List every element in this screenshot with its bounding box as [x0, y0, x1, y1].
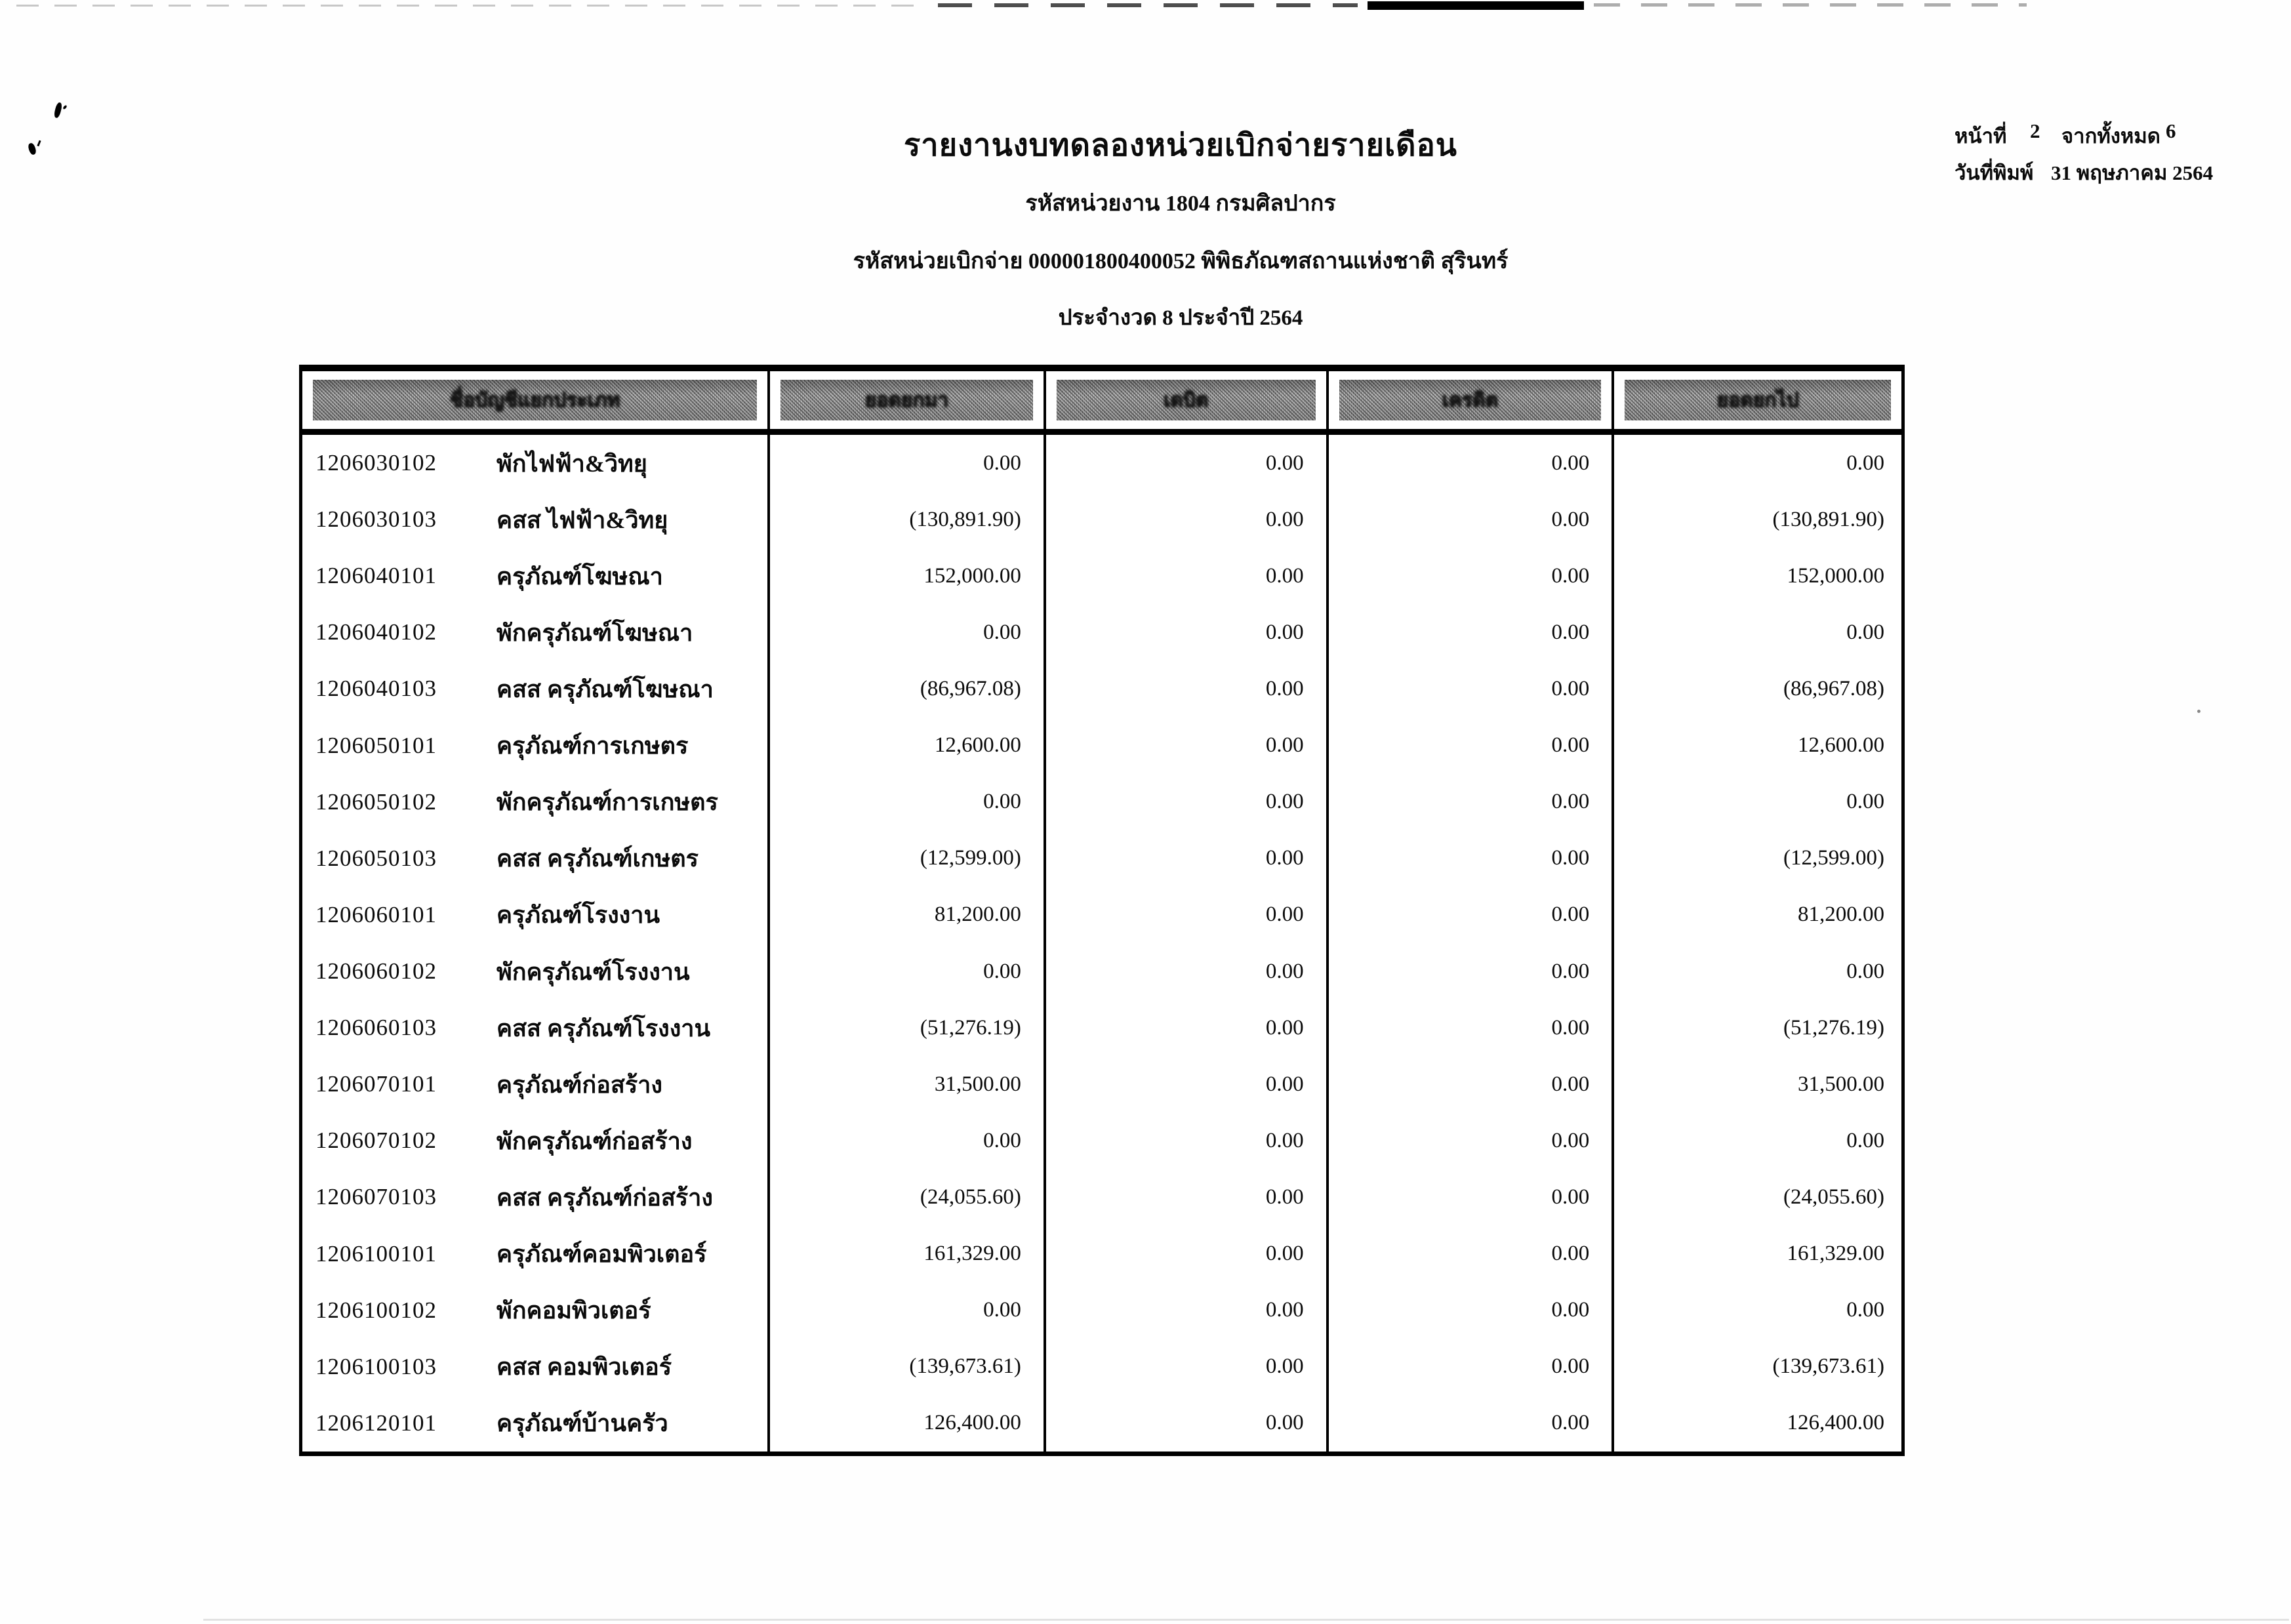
carried-forward-cell [1614, 887, 1901, 943]
total-pages-value: 6 [2166, 119, 2176, 142]
credit-cell [1329, 774, 1615, 830]
table-row [302, 943, 1901, 1000]
table-row [302, 830, 1901, 887]
credit-amount: 0.00 [1551, 790, 1590, 814]
table-row [302, 1226, 1901, 1282]
brought-forward-amount: 0.00 [983, 620, 1021, 644]
credit-amount: 0.00 [1551, 1128, 1590, 1152]
debit-amount: 0.00 [1265, 903, 1304, 927]
carried-forward-amount: 12,600.00 [1798, 733, 1884, 758]
scan-artifact-top-line-3 [1368, 1, 1584, 10]
debit-amount: 0.00 [1265, 1298, 1304, 1322]
page-number-row [1955, 119, 2282, 156]
credit-cell [1329, 548, 1615, 604]
brought-forward-cell [770, 1056, 1046, 1112]
credit-cell [1329, 1169, 1615, 1225]
brought-forward-cell [770, 943, 1046, 1000]
table-row [302, 718, 1901, 774]
account-cell [302, 604, 770, 660]
carried-forward-amount: (24,055.60) [1783, 1185, 1884, 1209]
brought-forward-cell [770, 1000, 1046, 1056]
debit-amount: 0.00 [1265, 1015, 1304, 1040]
debit-cell [1046, 1169, 1329, 1225]
debit-amount: 0.00 [1265, 1411, 1304, 1435]
header-cell-carried-forward [1614, 371, 1901, 429]
account-name: พักครุภัณฑ์โรงงาน [497, 958, 690, 985]
debit-cell [1046, 435, 1329, 491]
credit-amount: 0.00 [1551, 451, 1590, 475]
table-row [302, 887, 1901, 943]
scan-artifact-top-line-1 [16, 5, 928, 7]
brought-forward-amount: (86,967.08) [920, 676, 1021, 700]
header-shading [1339, 380, 1602, 420]
brought-forward-amount: 81,200.00 [934, 903, 1021, 927]
scan-artifact-top-line-4 [1594, 3, 2027, 7]
debit-amount: 0.00 [1265, 790, 1304, 814]
account-name: คสส คอมพิวเตอร์ [497, 1354, 672, 1381]
header-shading [781, 380, 1033, 420]
carried-forward-amount: (86,967.08) [1783, 676, 1884, 700]
account-cell [302, 1282, 770, 1339]
account-name: ครุภัณฑ์บ้านครัว [497, 1410, 668, 1437]
report-heading [525, 129, 1836, 335]
credit-cell [1329, 1395, 1615, 1451]
credit-amount: 0.00 [1551, 507, 1590, 531]
carried-forward-cell [1614, 1339, 1901, 1395]
table-row [302, 1056, 1901, 1112]
debit-amount: 0.00 [1265, 1128, 1304, 1152]
carried-forward-amount: 0.00 [1846, 959, 1884, 983]
brought-forward-amount: (130,891.90) [909, 507, 1021, 531]
brought-forward-cell [770, 548, 1046, 604]
brought-forward-cell [770, 1282, 1046, 1339]
carried-forward-amount: 0.00 [1846, 451, 1884, 475]
carried-forward-cell [1614, 1000, 1901, 1056]
disbursement-unit-subtitle: รหัสหน่วยเบิกจ่าย 000001800400052 พิพิธภัณฑสถานแห่งชาติ สุรินทร์ [853, 249, 1509, 274]
debit-cell [1046, 718, 1329, 774]
account-name: คสส ครุภัณฑ์โรงงาน [497, 1015, 711, 1042]
print-date-label: วันที่พิมพ์ [1955, 161, 2034, 184]
credit-cell [1329, 1056, 1615, 1112]
brought-forward-amount: (51,276.19) [920, 1015, 1021, 1040]
brought-forward-cell [770, 660, 1046, 717]
credit-cell [1329, 718, 1615, 774]
brought-forward-cell [770, 1339, 1046, 1395]
account-code: 1206120101 [315, 1410, 437, 1436]
brought-forward-amount: 161,329.00 [923, 1242, 1021, 1266]
brought-forward-cell [770, 1112, 1046, 1169]
credit-amount: 0.00 [1551, 1298, 1590, 1322]
carried-forward-cell [1614, 1112, 1901, 1169]
brought-forward-cell [770, 1395, 1046, 1451]
debit-amount: 0.00 [1265, 676, 1304, 700]
account-code: 1206030102 [315, 450, 437, 476]
header-label-carried-forward: ยอดยกไป [1716, 389, 1799, 411]
carried-forward-amount: 0.00 [1846, 1128, 1884, 1152]
carried-forward-cell [1614, 718, 1901, 774]
credit-cell [1329, 604, 1615, 660]
credit-amount: 0.00 [1551, 903, 1590, 927]
header-shading [1625, 380, 1891, 420]
credit-amount: 0.00 [1551, 1411, 1590, 1435]
brought-forward-amount: (12,599.00) [920, 846, 1021, 870]
credit-cell [1329, 887, 1615, 943]
account-name: คสส ไฟฟ้า&วิทยุ [497, 506, 668, 533]
account-cell [302, 548, 770, 604]
account-cell [302, 1226, 770, 1282]
carried-forward-amount: 161,329.00 [1787, 1242, 1884, 1266]
credit-cell [1329, 1000, 1615, 1056]
table-row [302, 1395, 1901, 1451]
table-body [302, 435, 1901, 1451]
account-code: 1206060103 [315, 1015, 437, 1041]
carried-forward-cell [1614, 830, 1901, 887]
account-name: พักครุภัณฑ์ก่อสร้าง [497, 1127, 693, 1154]
debit-amount: 0.00 [1265, 620, 1304, 644]
carried-forward-cell [1614, 1395, 1901, 1451]
agency-subtitle: รหัสหน่วยงาน 1804 กรมศิลปากร [1025, 192, 1336, 216]
carried-forward-cell [1614, 604, 1901, 660]
header-shading [313, 380, 757, 420]
carried-forward-cell [1614, 660, 1901, 717]
account-name: พักไฟฟ้า&วิทยุ [497, 450, 647, 477]
table-row [302, 774, 1901, 830]
brought-forward-amount: 0.00 [983, 959, 1021, 983]
page-number: 2 [2030, 119, 2040, 142]
credit-cell [1329, 830, 1615, 887]
credit-amount: 0.00 [1551, 959, 1590, 983]
debit-amount: 0.00 [1265, 846, 1304, 870]
carried-forward-amount: 0.00 [1846, 620, 1884, 644]
table-row [302, 1169, 1901, 1225]
account-cell [302, 1056, 770, 1112]
account-code: 1206050102 [315, 788, 437, 815]
account-cell [302, 718, 770, 774]
header-cell-brought-forward [770, 371, 1046, 429]
scan-artifact-bottom-shadow [203, 1619, 2289, 1621]
debit-cell [1046, 774, 1329, 830]
header-shading [1057, 380, 1316, 420]
debit-cell [1046, 548, 1329, 604]
carried-forward-cell [1614, 548, 1901, 604]
debit-amount: 0.00 [1265, 563, 1304, 588]
carried-forward-amount: 31,500.00 [1798, 1072, 1884, 1096]
credit-cell [1329, 435, 1615, 491]
account-code: 1206100102 [315, 1297, 437, 1323]
debit-cell [1046, 1395, 1329, 1451]
credit-cell [1329, 1226, 1615, 1282]
brought-forward-amount: 0.00 [983, 790, 1021, 814]
scan-artifact-mark-2b [37, 140, 41, 146]
account-cell [302, 774, 770, 830]
trial-balance-table [299, 365, 1905, 1456]
table-row [302, 548, 1901, 604]
debit-cell [1046, 660, 1329, 717]
credit-amount: 0.00 [1551, 620, 1590, 644]
carried-forward-amount: (12,599.00) [1783, 846, 1884, 870]
credit-cell [1329, 491, 1615, 548]
carried-forward-amount: (51,276.19) [1783, 1015, 1884, 1040]
print-date-row [1955, 156, 2282, 193]
table-row [302, 1112, 1901, 1169]
header-label-brought-forward: ยอดยกมา [864, 389, 949, 411]
account-name: ครุภัณฑ์โฆษณา [497, 563, 663, 590]
debit-cell [1046, 830, 1329, 887]
header-label-credit: เครดิต [1442, 389, 1499, 411]
brought-forward-amount: (139,673.61) [909, 1354, 1021, 1379]
account-code: 1206030103 [315, 506, 437, 533]
credit-cell [1329, 1282, 1615, 1339]
header-cell-account-name [302, 371, 770, 429]
account-code: 1206070101 [315, 1071, 437, 1097]
brought-forward-amount: 0.00 [983, 1128, 1021, 1152]
debit-cell [1046, 1339, 1329, 1395]
account-code: 1206040103 [315, 676, 437, 702]
account-code: 1206050103 [315, 845, 437, 871]
account-name: คสส ครุภัณฑ์โฆษณา [497, 676, 714, 702]
debit-amount: 0.00 [1265, 1072, 1304, 1096]
debit-cell [1046, 1282, 1329, 1339]
credit-cell [1329, 943, 1615, 1000]
brought-forward-cell [770, 1226, 1046, 1282]
credit-cell [1329, 1339, 1615, 1395]
account-code: 1206060102 [315, 958, 437, 985]
table-header-row [302, 371, 1901, 435]
brought-forward-cell [770, 491, 1046, 548]
period-subtitle: ประจำงวด 8 ประจำปี 2564 [1058, 306, 1303, 330]
print-date-value: 31 พฤษภาคม 2564 [2051, 161, 2214, 184]
debit-cell [1046, 887, 1329, 943]
credit-cell [1329, 660, 1615, 717]
carried-forward-amount: 0.00 [1846, 1298, 1884, 1322]
table-row [302, 1282, 1901, 1339]
debit-cell [1046, 1112, 1329, 1169]
header-label-account-name: ชื่อบัญชีแยกประเภท [449, 389, 620, 411]
account-cell [302, 435, 770, 491]
account-name: คสส ครุภัณฑ์ก่อสร้าง [497, 1184, 713, 1211]
brought-forward-cell [770, 435, 1046, 491]
debit-amount: 0.00 [1265, 451, 1304, 475]
header-cell-debit [1046, 371, 1329, 429]
brought-forward-cell [770, 887, 1046, 943]
account-name: ครุภัณฑ์โรงงาน [497, 902, 660, 929]
brought-forward-amount: 152,000.00 [923, 563, 1021, 588]
carried-forward-cell [1614, 1169, 1901, 1225]
debit-cell [1046, 604, 1329, 660]
account-name: ครุภัณฑ์ก่อสร้าง [497, 1071, 662, 1098]
credit-amount: 0.00 [1551, 563, 1590, 588]
account-cell [302, 1169, 770, 1225]
brought-forward-cell [770, 718, 1046, 774]
carried-forward-cell [1614, 943, 1901, 1000]
credit-amount: 0.00 [1551, 676, 1590, 700]
account-name: พักครุภัณฑ์โฆษณา [497, 619, 693, 646]
account-name: ครุภัณฑ์คอมพิวเตอร์ [497, 1241, 707, 1268]
account-code: 1206070102 [315, 1127, 437, 1154]
scan-artifact-top-line-2 [938, 3, 1358, 7]
brought-forward-cell [770, 830, 1046, 887]
scan-artifact-mark-1b [62, 105, 68, 110]
carried-forward-cell [1614, 435, 1901, 491]
account-cell [302, 660, 770, 717]
credit-amount: 0.00 [1551, 846, 1590, 870]
credit-amount: 0.00 [1551, 1072, 1590, 1096]
account-cell [302, 1000, 770, 1056]
page-info [1955, 119, 2282, 193]
page-label: หน้าที่ [1955, 125, 2007, 148]
carried-forward-cell [1614, 1282, 1901, 1339]
scan-artifact-dot [2197, 710, 2200, 713]
table-row [302, 1000, 1901, 1056]
carried-forward-amount: 0.00 [1846, 790, 1884, 814]
report-title: รายงานงบทดลองหน่วยเบิกจ่ายรายเดือน [904, 129, 1457, 163]
debit-cell [1046, 1000, 1329, 1056]
scan-artifact-mark-1 [53, 102, 63, 118]
debit-amount: 0.00 [1265, 1242, 1304, 1266]
account-name: พักครุภัณฑ์การเกษตร [497, 789, 718, 816]
carried-forward-cell [1614, 491, 1901, 548]
brought-forward-amount: 0.00 [983, 1298, 1021, 1322]
account-code: 1206100101 [315, 1240, 437, 1267]
credit-amount: 0.00 [1551, 1015, 1590, 1040]
brought-forward-cell [770, 1169, 1046, 1225]
table-row [302, 491, 1901, 548]
total-pages-label: จากทั้งหมด [2061, 125, 2160, 148]
carried-forward-amount: 126,400.00 [1787, 1411, 1884, 1435]
table-row [302, 435, 1901, 491]
credit-amount: 0.00 [1551, 1242, 1590, 1266]
table-row [302, 660, 1901, 717]
credit-amount: 0.00 [1551, 733, 1590, 758]
account-cell [302, 830, 770, 887]
brought-forward-amount: 12,600.00 [934, 733, 1021, 758]
brought-forward-amount: 31,500.00 [934, 1072, 1021, 1096]
debit-cell [1046, 1226, 1329, 1282]
brought-forward-amount: 126,400.00 [923, 1411, 1021, 1435]
account-code: 1206040102 [315, 619, 437, 645]
header-cell-credit [1329, 371, 1615, 429]
debit-cell [1046, 943, 1329, 1000]
debit-cell [1046, 491, 1329, 548]
credit-cell [1329, 1112, 1615, 1169]
brought-forward-amount: (24,055.60) [920, 1185, 1021, 1209]
carried-forward-cell [1614, 1226, 1901, 1282]
debit-amount: 0.00 [1265, 1354, 1304, 1379]
account-cell [302, 491, 770, 548]
debit-amount: 0.00 [1265, 1185, 1304, 1209]
account-code: 1206100103 [315, 1353, 437, 1379]
carried-forward-cell [1614, 1056, 1901, 1112]
account-name: ครุภัณฑ์การเกษตร [497, 733, 689, 760]
account-cell [302, 1395, 770, 1451]
table-row [302, 1339, 1901, 1395]
brought-forward-cell [770, 774, 1046, 830]
carried-forward-cell [1614, 774, 1901, 830]
account-code: 1206040101 [315, 563, 437, 589]
debit-amount: 0.00 [1265, 733, 1304, 758]
credit-amount: 0.00 [1551, 1354, 1590, 1379]
table-row [302, 604, 1901, 660]
account-cell [302, 1112, 770, 1169]
carried-forward-amount: (139,673.61) [1772, 1354, 1884, 1379]
header-label-debit: เดบิต [1164, 389, 1209, 411]
brought-forward-cell [770, 604, 1046, 660]
debit-cell [1046, 1056, 1329, 1112]
account-code: 1206050101 [315, 732, 437, 758]
carried-forward-amount: 81,200.00 [1798, 903, 1884, 927]
carried-forward-amount: (130,891.90) [1772, 507, 1884, 531]
account-cell [302, 943, 770, 1000]
account-code: 1206060101 [315, 901, 437, 927]
credit-amount: 0.00 [1551, 1185, 1590, 1209]
brought-forward-amount: 0.00 [983, 451, 1021, 475]
account-name: คสส ครุภัณฑ์เกษตร [497, 845, 699, 872]
account-cell [302, 887, 770, 943]
scan-artifact-mark-2 [27, 142, 37, 155]
account-name: พักคอมพิวเตอร์ [497, 1297, 651, 1324]
debit-amount: 0.00 [1265, 959, 1304, 983]
account-cell [302, 1339, 770, 1395]
account-code: 1206070103 [315, 1184, 437, 1210]
carried-forward-amount: 152,000.00 [1787, 563, 1884, 588]
debit-amount: 0.00 [1265, 507, 1304, 531]
